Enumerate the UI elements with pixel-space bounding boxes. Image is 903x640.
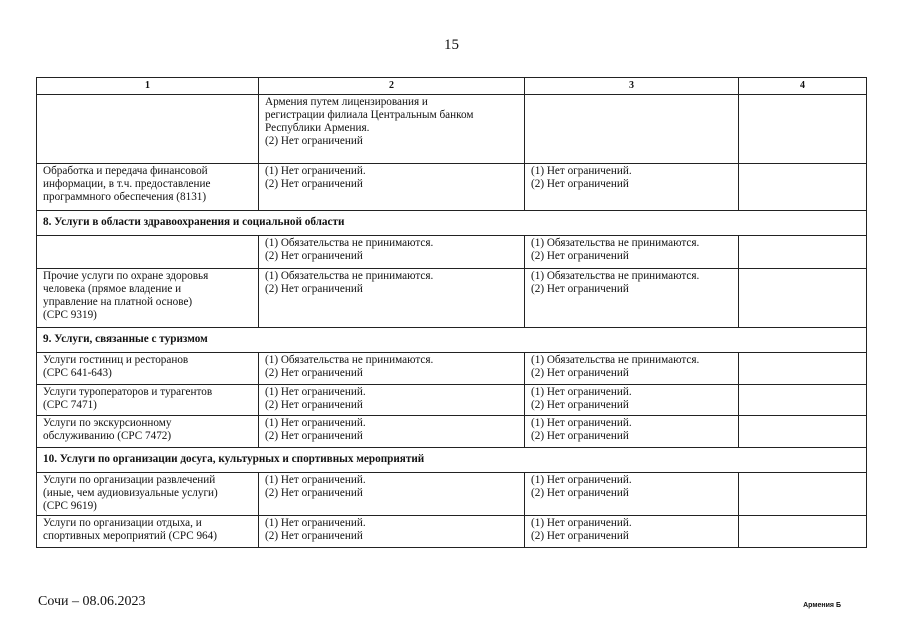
cell-text-line: (2) Нет ограничений: [531, 178, 629, 190]
table-row: [37, 516, 867, 548]
column-header-4: 4: [739, 78, 867, 95]
section-row: [37, 328, 867, 353]
cell-text-line: Услуги по организации отдыха, и: [43, 517, 202, 529]
table-cell-col4: [739, 269, 867, 328]
cell-text-line: (2) Нет ограничений: [265, 283, 363, 295]
cell-text-line: (1) Нет ограничений.: [265, 517, 366, 529]
section-title: 8. Услуги в области здравоохранения и социальной области: [37, 211, 867, 236]
section-row: [37, 448, 867, 473]
cell-text-line: (1) Нет ограничений.: [531, 517, 632, 529]
cell-text-line: (1) Обязательства не принимаются.: [531, 270, 700, 282]
footer-annex-label: Армения Б: [803, 602, 841, 609]
table-cell-col3: [525, 95, 739, 164]
table-cell-col4: [739, 236, 867, 269]
cell-text-line: (2) Нет ограничений: [265, 367, 363, 379]
cell-text-line: Услуги по экскурсионному: [43, 417, 172, 429]
cell-text-line: (2) Нет ограничений: [265, 399, 363, 411]
table-cell-col1: [37, 353, 259, 385]
cell-text-line: (1) Обязательства не принимаются.: [531, 237, 700, 249]
cell-text-line: (2) Нет ограничений: [531, 530, 629, 542]
table-row: [37, 353, 867, 385]
table-cell-col1: [37, 164, 259, 211]
table-cell-col3: [525, 164, 739, 211]
cell-text-line: человека (прямое владение и: [43, 283, 182, 295]
cell-text-line: (СРС 641-643): [43, 367, 112, 379]
cell-text-line: (1) Нет ограничений.: [531, 386, 632, 398]
table-cell-col3: [525, 473, 739, 516]
table-cell-col1: [37, 416, 259, 448]
footer-place-date: Сочи – 08.06.2023: [38, 594, 146, 609]
cell-text-line: (2) Нет ограничений: [265, 530, 363, 542]
table-cell-col1: [37, 516, 259, 548]
commitments-table: [36, 77, 867, 548]
table-row: [37, 269, 867, 328]
cell-text-line: (2) Нет ограничений: [531, 367, 629, 379]
table-cell-col3: [525, 416, 739, 448]
cell-text-line: (2) Нет ограничений: [531, 250, 629, 262]
cell-text-line: (2) Нет ограничений: [531, 283, 629, 295]
table-row: [37, 95, 867, 164]
table-cell-col3: [525, 236, 739, 269]
table-cell-col4: [739, 416, 867, 448]
cell-text-line: Услуги по организации развлечений: [43, 474, 216, 486]
cell-text-line: (1) Обязательства не принимаются.: [265, 270, 434, 282]
cell-text-line: (1) Нет ограничений.: [265, 417, 366, 429]
cell-text-line: (2) Нет ограничений: [531, 430, 629, 442]
table-cell-col2: [259, 416, 525, 448]
cell-text-line: программного обеспечения (8131): [43, 191, 207, 203]
section-row: [37, 211, 867, 236]
table-cell-col2: [259, 353, 525, 385]
table-body: [37, 78, 867, 548]
table-row: [37, 473, 867, 516]
cell-text-line: Услуги гостиниц и ресторанов: [43, 354, 189, 366]
cell-text-line: (1) Обязательства не принимаются.: [265, 237, 434, 249]
page-number: 15: [444, 37, 459, 53]
table-cell-col4: [739, 353, 867, 385]
column-header-3: 3: [525, 78, 739, 95]
table-cell-col3: [525, 516, 739, 548]
table-row: [37, 164, 867, 211]
section-title: 9. Услуги, связанные с туризмом: [37, 328, 867, 353]
cell-text-line: спортивных мероприятий (СРС 964): [43, 530, 217, 542]
cell-text-line: (1) Нет ограничений.: [531, 417, 632, 429]
cell-text-line: (1) Нет ограничений.: [265, 386, 366, 398]
table-cell-col2: [259, 95, 525, 164]
section-title: 10. Услуги по организации досуга, культурных и спортивных мероприятий: [37, 448, 867, 473]
cell-text-line: Услуги туроператоров и турагентов: [43, 386, 213, 398]
cell-text-line: (1) Нет ограничений.: [531, 165, 632, 177]
table-cell-col3: [525, 385, 739, 416]
table-cell-col2: [259, 164, 525, 211]
cell-text-line: (2) Нет ограничений: [265, 135, 363, 147]
table-cell-col2: [259, 236, 525, 269]
cell-text-line: (2) Нет ограничений: [265, 250, 363, 262]
table-cell-col2: [259, 385, 525, 416]
table-cell-col4: [739, 516, 867, 548]
table-cell-col3: [525, 269, 739, 328]
table-cell-col1: [37, 236, 259, 269]
table-cell-col1: [37, 269, 259, 328]
table-cell-col4: [739, 473, 867, 516]
table-row: [37, 236, 867, 269]
column-header-2: 2: [259, 78, 525, 95]
table-cell-col2: [259, 516, 525, 548]
table-cell-col2: [259, 269, 525, 328]
table-cell-col3: [525, 353, 739, 385]
cell-text-line: (1) Обязательства не принимаются.: [265, 354, 434, 366]
cell-text-line: (1) Нет ограничений.: [531, 474, 632, 486]
cell-text-line: (СРС 9619): [43, 500, 97, 512]
cell-text-line: (2) Нет ограничений: [265, 178, 363, 190]
cell-text-line: (1) Нет ограничений.: [265, 474, 366, 486]
cell-text-line: Республики Армения.: [265, 122, 370, 134]
cell-text-line: (1) Обязательства не принимаются.: [531, 354, 700, 366]
table-row: [37, 385, 867, 416]
cell-text-line: обслуживанию (СРС 7472): [43, 430, 172, 442]
table-header-row: [37, 78, 867, 95]
cell-text-line: (СРС 7471): [43, 399, 97, 411]
table-cell-col1: [37, 385, 259, 416]
cell-text-line: Обработка и передача финансовой: [43, 165, 208, 177]
cell-text-line: (1) Нет ограничений.: [265, 165, 366, 177]
table-cell-col1: [37, 473, 259, 516]
cell-text-line: Прочие услуги по охране здоровья: [43, 270, 209, 282]
table-cell-col4: [739, 95, 867, 164]
cell-text-line: (2) Нет ограничений: [265, 487, 363, 499]
table-cell-col1: [37, 95, 259, 164]
cell-text-line: (иные, чем аудиовизуальные услуги): [43, 487, 218, 499]
table-cell-col4: [739, 385, 867, 416]
cell-text-line: (2) Нет ограничений: [531, 487, 629, 499]
cell-text-line: (СРС 9319): [43, 309, 97, 321]
cell-text-line: (2) Нет ограничений: [265, 430, 363, 442]
table-row: [37, 416, 867, 448]
cell-text-line: управление на платной основе): [43, 296, 193, 308]
cell-text-line: (2) Нет ограничений: [531, 399, 629, 411]
cell-text-line: Армения путем лицензирования и: [265, 96, 428, 108]
cell-text-line: информации, в т.ч. предоставление: [43, 178, 211, 190]
cell-text-line: регистрации филиала Центральным банком: [265, 109, 474, 121]
table-cell-col2: [259, 473, 525, 516]
table-cell-col4: [739, 164, 867, 211]
column-header-1: 1: [37, 78, 259, 95]
